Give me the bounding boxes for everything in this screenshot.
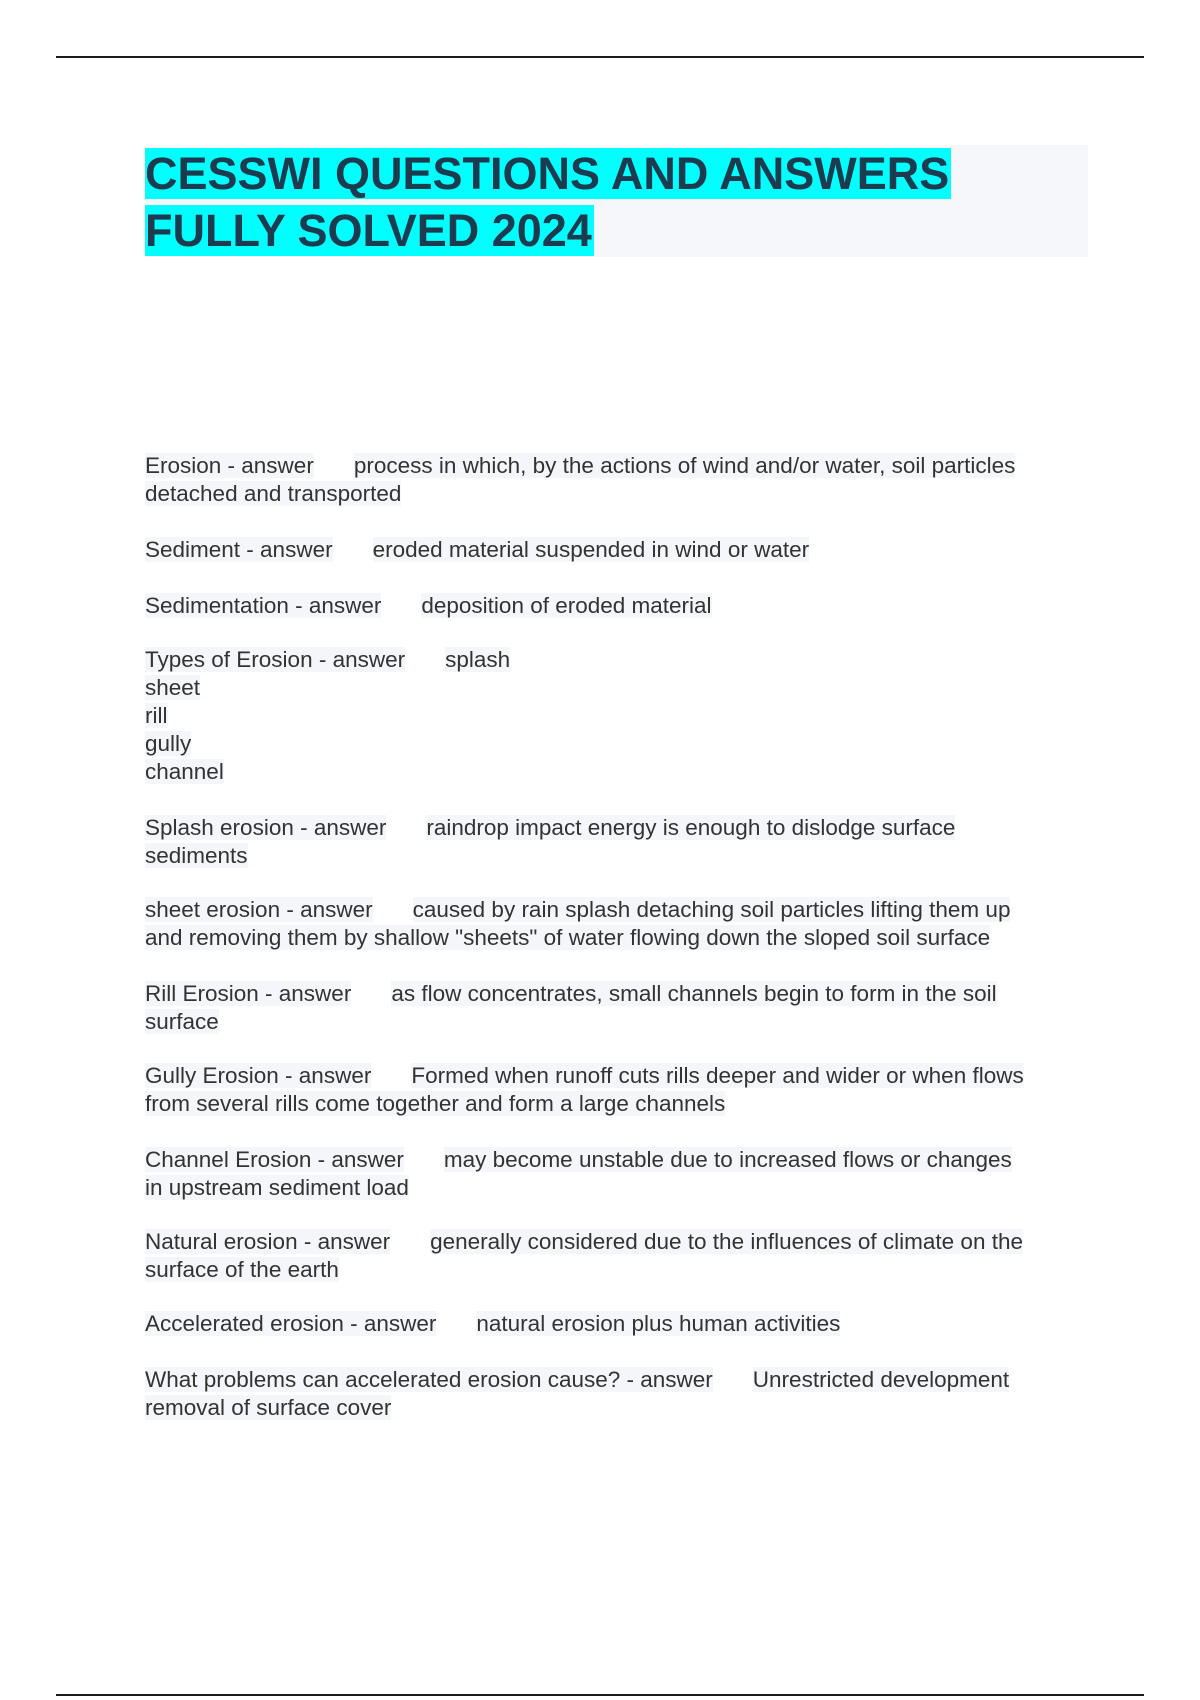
qa-item: [145, 1146, 1095, 1202]
question-text: What problems can accelerated erosion cause? - answer: [145, 1367, 713, 1392]
qa-item: [145, 592, 1095, 620]
answer-text: splash sheet rill gully channel: [145, 647, 511, 784]
answer-text: may become unstable due to increased flows or changes in upstream sediment load: [145, 1147, 1012, 1200]
question-text: Sedimentation - answer: [145, 593, 382, 618]
top-rule: [56, 56, 1144, 58]
answer-text: caused by rain splash detaching soil particles lifting them up and removing them by shallow "sheets" of water flowing down the sloped soil surface: [145, 897, 1011, 950]
question-text: sheet erosion - answer: [145, 897, 373, 922]
qa-item: [145, 980, 1095, 1036]
document-title-line-1: [145, 145, 1088, 202]
question-text: Rill Erosion - answer: [145, 981, 352, 1006]
answer-text: process in which, by the actions of wind and/or water, soil particles detached and transported: [145, 453, 1016, 506]
question-text: Sediment - answer: [145, 537, 333, 562]
answer-text: eroded material suspended in wind or water: [372, 537, 810, 562]
answer-text: as flow concentrates, small channels begin to form in the soil surface: [145, 981, 997, 1034]
answer-text: deposition of eroded material: [421, 593, 712, 618]
qa-list: [145, 452, 1095, 1422]
question-text: Gully Erosion - answer: [145, 1063, 372, 1088]
answer-text: generally considered due to the influences of climate on the surface of the earth: [145, 1229, 1023, 1282]
document-title-line-2: [145, 202, 1088, 259]
qa-item: [145, 1062, 1095, 1118]
qa-item: [145, 536, 1095, 564]
question-text: Accelerated erosion - answer: [145, 1311, 437, 1336]
qa-item: [145, 1366, 1095, 1422]
qa-item: [145, 646, 1095, 786]
bottom-rule: [56, 1694, 1144, 1696]
qa-item: [145, 1310, 1095, 1338]
question-text: Types of Erosion - answer: [145, 647, 406, 672]
answer-text: Unrestricted development removal of surface cover: [145, 1367, 1010, 1420]
question-text: Splash erosion - answer: [145, 815, 387, 840]
qa-item: [145, 452, 1095, 508]
title-highlight-1: CESSWI QUESTIONS AND ANSWERS: [145, 148, 950, 199]
answer-text: Formed when runoff cuts rills deeper and wider or when flows from several rills come together and form a large channels: [145, 1063, 1024, 1116]
qa-item: [145, 814, 1095, 870]
question-text: Erosion - answer: [145, 453, 314, 478]
title-block: [145, 145, 1088, 257]
title-highlight-2: FULLY SOLVED 2024: [145, 205, 592, 256]
qa-item: [145, 896, 1095, 952]
question-text: Natural erosion - answer: [145, 1229, 391, 1254]
qa-item: [145, 1228, 1095, 1284]
answer-text: raindrop impact energy is enough to dislodge surface sediments: [145, 815, 956, 868]
question-text: Channel Erosion - answer: [145, 1147, 404, 1172]
answer-text: natural erosion plus human activities: [476, 1311, 841, 1336]
